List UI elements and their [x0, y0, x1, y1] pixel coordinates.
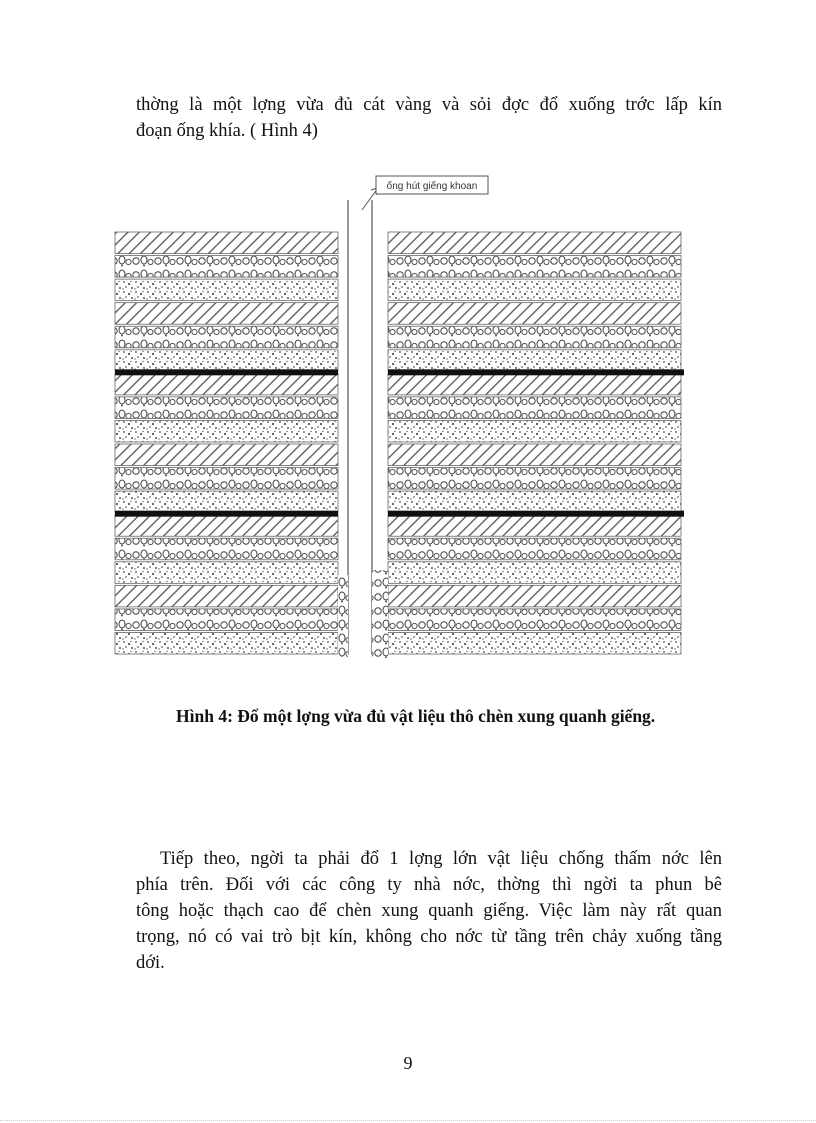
- stratum-right-2: [388, 256, 681, 278]
- body-line-4: trọng, nó có vai trò bịt kín, không cho nớc từ tầng trên chảy xuống tầng: [136, 927, 722, 947]
- stratum-right-18: [388, 632, 681, 654]
- stratum-right-3: [388, 279, 681, 301]
- stratum-left-11: [115, 468, 338, 490]
- stratum-right-15: [388, 562, 681, 584]
- body-paragraph: [136, 846, 722, 976]
- stratum-right-14: [388, 538, 681, 560]
- stratum-right-17: [388, 609, 681, 631]
- gravel-fill-right: [372, 570, 388, 658]
- seal-band-right-2: [388, 511, 684, 517]
- stratum-right-7: [388, 373, 681, 395]
- body-line-3: tông hoặc thạch cao để chèn xung quanh giếng. Việc làm này rất quan: [136, 901, 722, 921]
- body-line-5: dới.: [136, 953, 165, 973]
- strata-right: [388, 232, 684, 654]
- stratum-left-5: [115, 326, 338, 348]
- seal-band-left-2: [115, 511, 338, 517]
- stratum-left-13: [115, 515, 338, 537]
- stratum-left-3: [115, 279, 338, 301]
- stratum-left-1: [115, 232, 338, 254]
- stratum-left-17: [115, 609, 338, 631]
- stratum-left-6: [115, 350, 338, 372]
- figure-well-diagram: [110, 170, 690, 670]
- intro-paragraph: [136, 92, 722, 144]
- stratum-right-1: [388, 232, 681, 254]
- stratum-left-15: [115, 562, 338, 584]
- page-bottom-rule: [0, 1120, 816, 1122]
- page-number: 9: [403, 1053, 413, 1073]
- stratum-left-16: [115, 585, 338, 607]
- body-line-1: Tiếp theo, ngời ta phải đổ 1 lợng lớn vật liệu chống thấm nớc lên: [160, 849, 722, 869]
- intro-line-2: đoạn ống khía. ( Hình 4): [136, 121, 318, 141]
- stratum-right-9: [388, 420, 681, 442]
- stratum-right-10: [388, 444, 681, 466]
- stratum-right-6: [388, 350, 681, 372]
- stratum-left-4: [115, 303, 338, 325]
- stratum-left-18: [115, 632, 338, 654]
- stratum-right-11: [388, 468, 681, 490]
- stratum-right-4: [388, 303, 681, 325]
- stratum-left-14: [115, 538, 338, 560]
- figure-caption: Hình 4: Đổ một lợng vừa đủ vật liệu thô chèn xung quanh giếng.: [176, 706, 656, 726]
- seal-band-left-1: [115, 369, 338, 375]
- figure-label-text: ống hút giếng khoan: [386, 181, 478, 192]
- gravel-fill-left: [338, 575, 348, 657]
- stratum-left-12: [115, 491, 338, 513]
- stratum-left-2: [115, 256, 338, 278]
- stratum-right-8: [388, 397, 681, 419]
- seal-band-right-1: [388, 369, 684, 375]
- stratum-left-10: [115, 444, 338, 466]
- stratum-right-12: [388, 491, 681, 513]
- stratum-left-8: [115, 397, 338, 419]
- strata-left: [115, 232, 338, 654]
- stratum-right-13: [388, 515, 681, 537]
- stratum-left-7: [115, 373, 338, 395]
- intro-line-1: thờng là một lợng vừa đủ cát vàng và sỏi đợc đổ xuống trớc lấp kín: [136, 95, 722, 115]
- stratum-left-9: [115, 420, 338, 442]
- stratum-right-16: [388, 585, 681, 607]
- body-line-2: phía trên. Đối với các công ty nhà nớc, thờng thì ngời ta phun bê: [136, 875, 722, 895]
- stratum-right-5: [388, 326, 681, 348]
